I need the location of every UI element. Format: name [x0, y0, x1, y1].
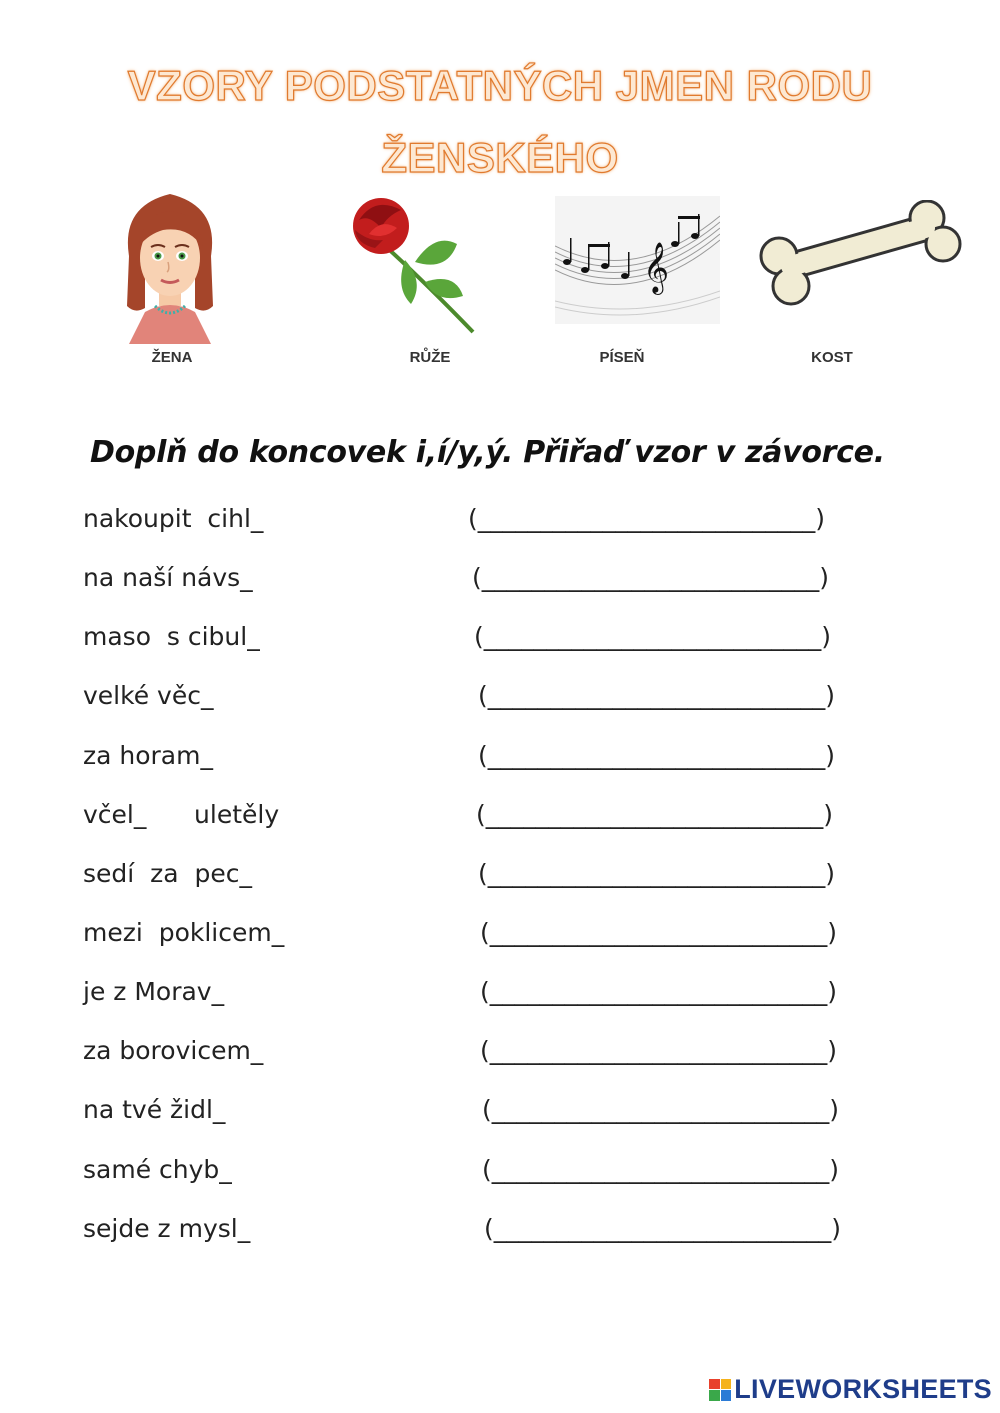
worksheet-title-line-1: VZORY PODSTATNÝCH JMEN RODU	[127, 62, 873, 109]
exercise-phrase: samé chyb_	[83, 1155, 232, 1184]
pattern-label-ruze: RŮŽE	[409, 349, 451, 366]
exercise-phrase: sejde z mysl_	[83, 1214, 251, 1243]
exercise-row	[0, 1095, 1000, 1135]
answer-blank[interactable]: (___________________________)	[478, 681, 836, 710]
pattern-label-pisen: PÍSEŇ	[599, 349, 645, 366]
exercise-row	[0, 977, 1000, 1017]
exercise-phrase: na naší návs_	[83, 563, 253, 592]
exercise-row	[0, 504, 1000, 544]
pattern-label-kost: KOST	[811, 349, 853, 366]
worksheet-title-line-2: ŽENSKÉHO	[381, 134, 619, 181]
answer-blank[interactable]: (___________________________)	[474, 622, 832, 651]
answer-blank[interactable]: (___________________________)	[484, 1214, 842, 1243]
exercise-phrase: sedí za pec_	[83, 859, 252, 888]
pattern-label-zena: ŽENA	[151, 349, 193, 366]
answer-blank[interactable]: (___________________________)	[476, 800, 834, 829]
exercise-row	[0, 741, 1000, 781]
answer-blank[interactable]: (___________________________)	[478, 859, 836, 888]
exercise-row	[0, 800, 1000, 840]
exercise-phrase: je z Morav_	[83, 977, 225, 1006]
exercise-row	[0, 681, 1000, 721]
exercise-phrase: včel_ uletěly	[83, 800, 280, 829]
answer-blank[interactable]: (___________________________)	[472, 563, 830, 592]
rose-icon	[345, 192, 480, 337]
answer-blank[interactable]: (___________________________)	[480, 1036, 838, 1065]
exercise-row	[0, 622, 1000, 662]
answer-blank[interactable]: (___________________________)	[480, 977, 838, 1006]
music-notes-icon	[555, 196, 720, 324]
exercise-phrase: velké věc_	[83, 681, 214, 710]
exercise-phrase: mezi poklicem_	[83, 918, 285, 947]
exercise-row	[0, 563, 1000, 603]
bone-icon	[755, 200, 963, 308]
liveworksheets-mark-icon	[709, 1379, 731, 1401]
exercise-row	[0, 1214, 1000, 1254]
exercise-row	[0, 1036, 1000, 1076]
liveworksheets-logo-text: LIVEWORKSHEETS	[734, 1374, 992, 1404]
exercise-phrase: za horam_	[83, 741, 213, 770]
svg-text:𝄞: 𝄞	[643, 242, 670, 293]
answer-blank[interactable]: (___________________________)	[482, 1095, 840, 1124]
answer-blank[interactable]: (___________________________)	[480, 918, 838, 947]
exercise-phrase: maso s cibul_	[83, 622, 260, 651]
answer-blank[interactable]: (___________________________)	[478, 741, 836, 770]
liveworksheets-logo	[709, 1374, 992, 1405]
exercise-phrase: za borovicem_	[83, 1036, 264, 1065]
exercise-phrase: na tvé židl_	[83, 1095, 226, 1124]
exercise-row	[0, 918, 1000, 958]
woman-icon	[115, 186, 225, 344]
exercise-row	[0, 859, 1000, 899]
answer-blank[interactable]: (___________________________)	[482, 1155, 840, 1184]
exercise-phrase: nakoupit cihl_	[83, 504, 264, 533]
exercise-row	[0, 1155, 1000, 1195]
answer-blank[interactable]: (___________________________)	[468, 504, 826, 533]
instruction-text: Doplň do koncovek i,í/y,ý. Přiřaď vzor v závorce.	[90, 435, 885, 470]
